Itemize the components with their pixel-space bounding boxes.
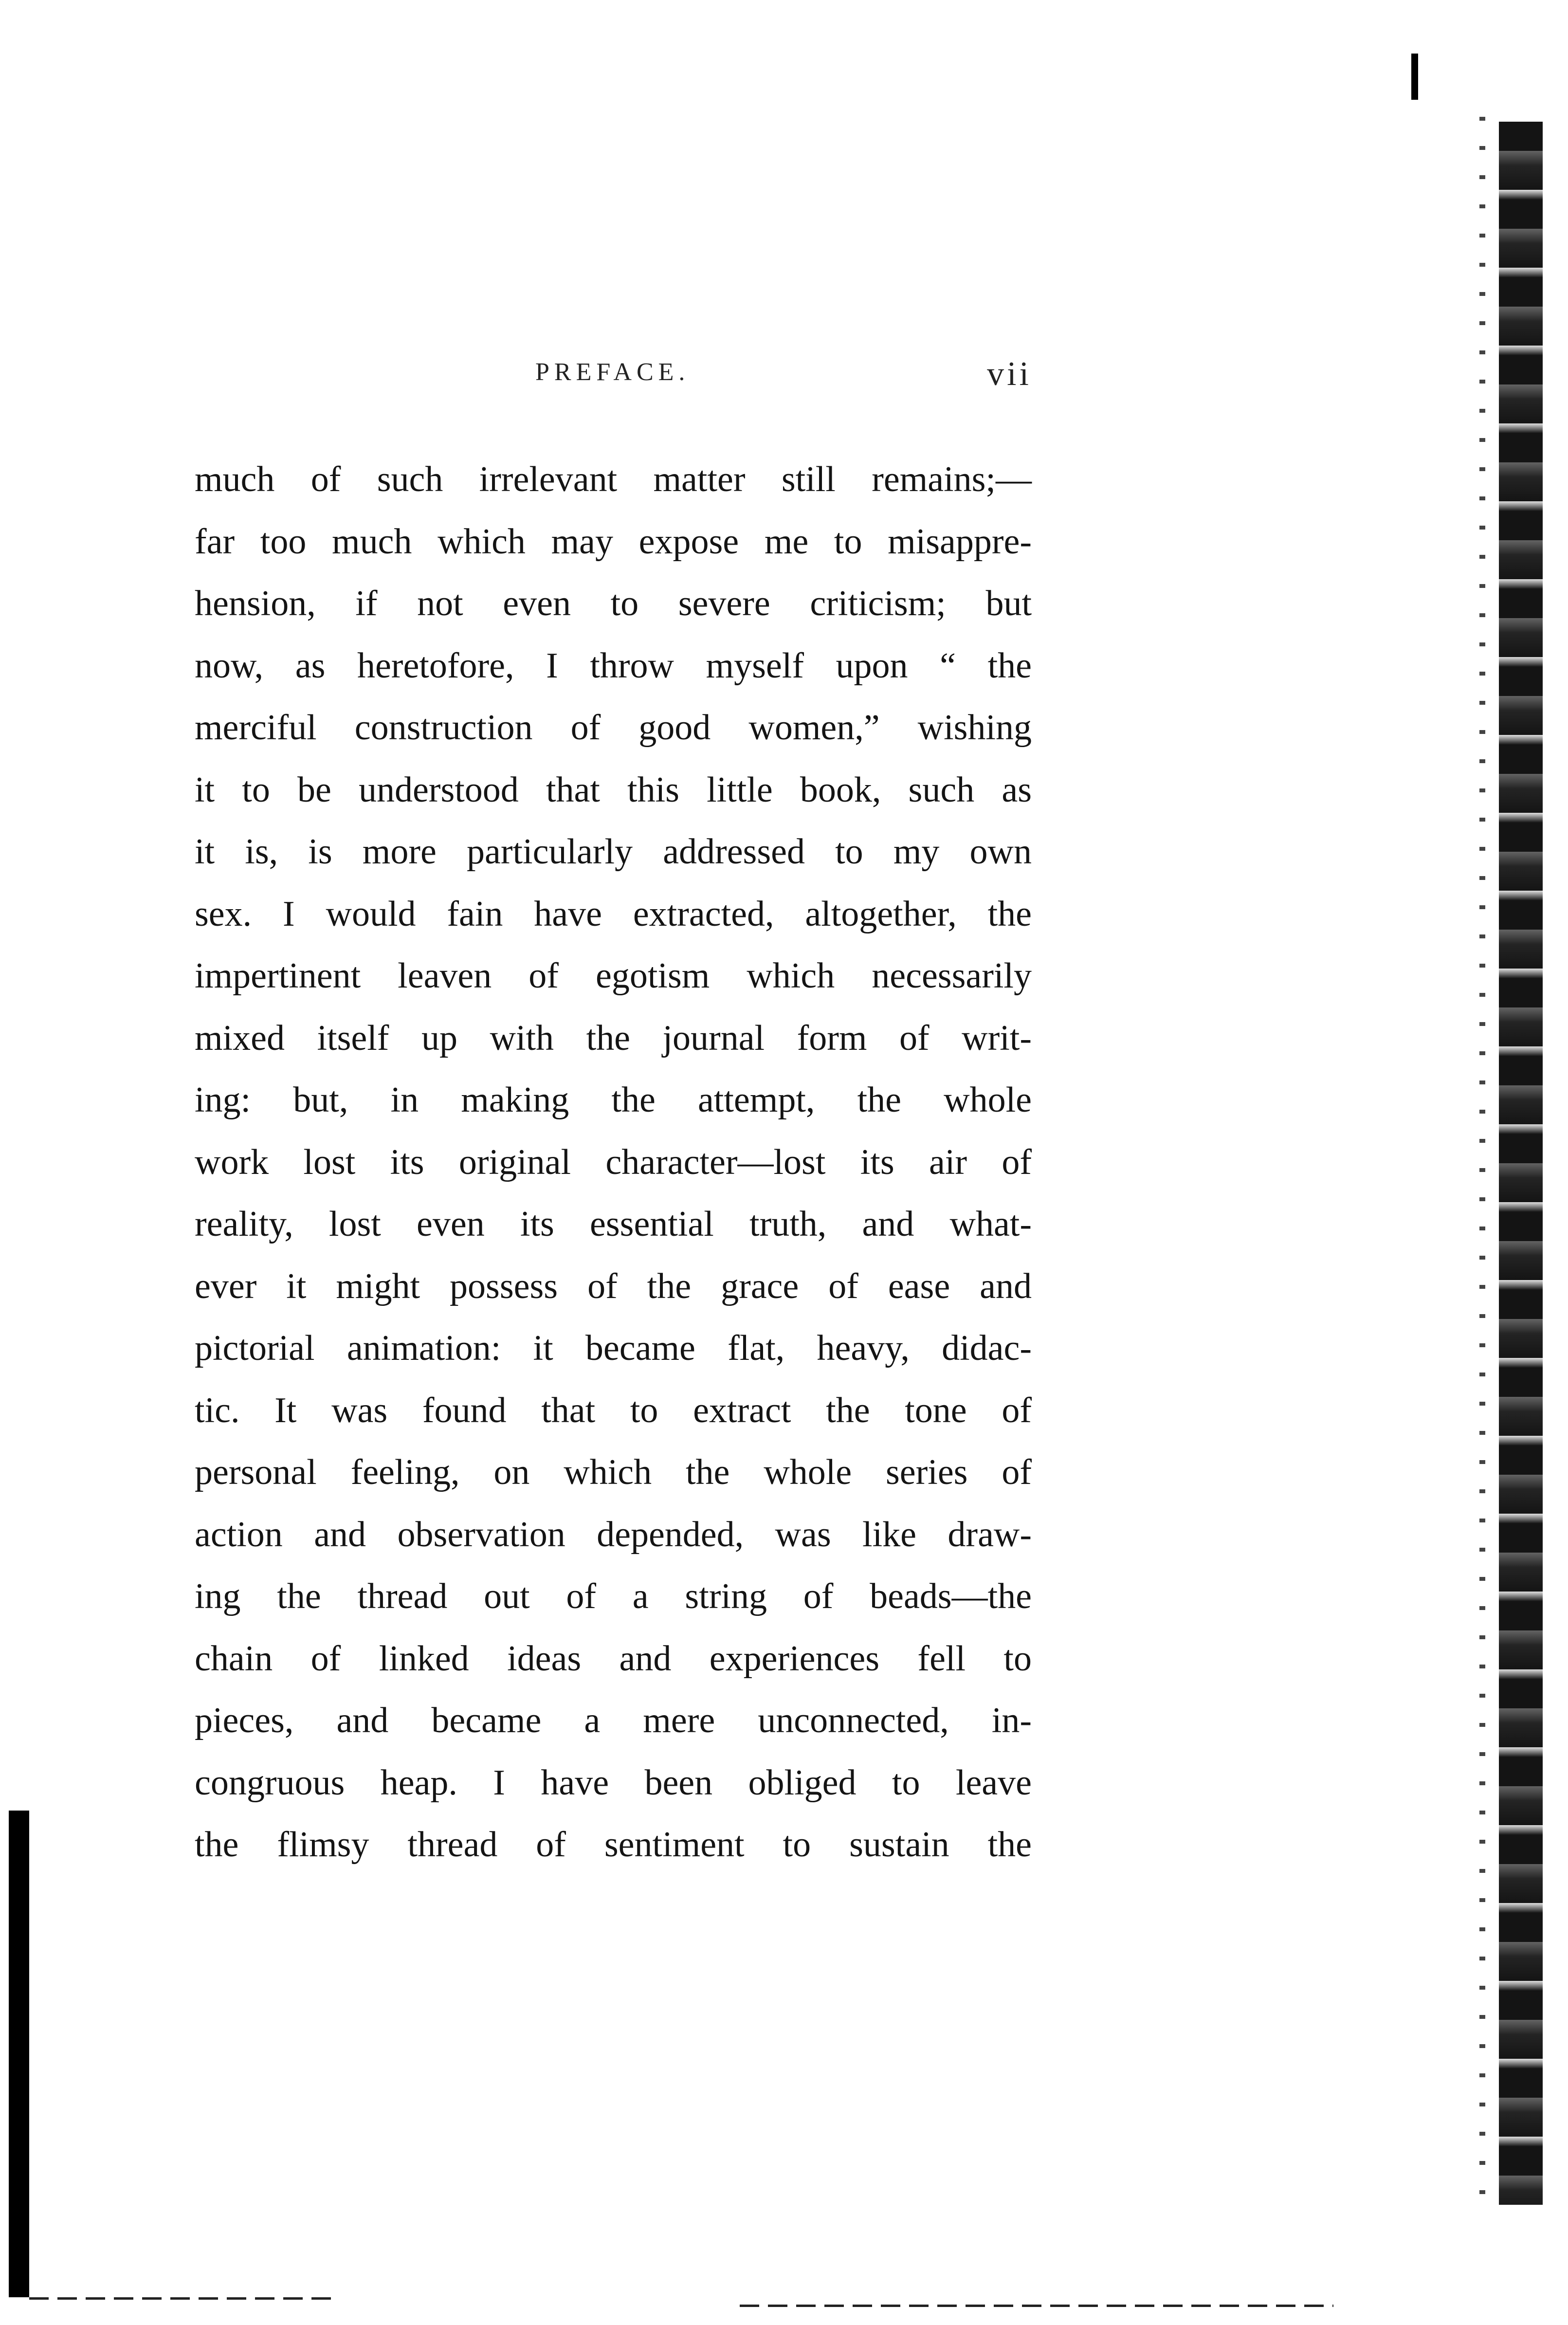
scan-edge-dots <box>1479 117 1485 2210</box>
running-header <box>195 355 1032 402</box>
text-line: personal feeling, on which the whole series of <box>195 1452 1032 1492</box>
text-line: ing: but, in making the attempt, the whole <box>195 1080 1032 1120</box>
text-line: far too much which may expose me to misappre- <box>195 521 1032 562</box>
text-line: ever it might possess of the grace of ease and <box>195 1266 1032 1306</box>
text-line: sex. I would fain have extracted, altogether, the <box>195 894 1032 934</box>
text-line: much of such irrelevant matter still remains;— <box>195 459 1032 499</box>
text-line: hension, if not even to severe criticism; but <box>195 584 1032 623</box>
text-line: pieces, and became a mere unconnected, in- <box>195 1701 1032 1740</box>
text-line: mixed itself up with the journal form of writ- <box>195 1018 1032 1058</box>
text-line: action and observation depended, was like draw- <box>195 1514 1032 1555</box>
text-line: it is, is more particularly addressed to my own <box>195 832 1032 872</box>
text-line: ing the thread out of a string of beads—the <box>195 1576 1032 1616</box>
text-line: it to be understood that this little book, such as <box>195 769 1032 810</box>
scan-mark-top <box>1411 54 1418 100</box>
text-line: now, as heretofore, I throw myself upon “ the <box>195 645 1032 686</box>
header-title: PREFACE. <box>535 358 690 386</box>
text-line: pictorial animation: it became flat, heavy, didac- <box>195 1328 1032 1368</box>
text-line: impertinent leaven of egotism which necessarily <box>195 956 1032 996</box>
text-line: merciful construction of good women,” wishing <box>195 708 1032 748</box>
text-line: tic. It was found that to extract the tone of <box>195 1390 1032 1430</box>
text-line: congruous heap. I have been obliged to leave <box>195 1762 1032 1803</box>
page-number: vii <box>987 355 1032 393</box>
text-line: the flimsy thread of sentiment to sustain the <box>195 1825 1032 1865</box>
text-line: work lost its original character—lost its air of <box>195 1142 1032 1182</box>
scan-page-edge-right <box>1499 122 1543 2205</box>
scan-bottom-line-right <box>740 2305 1333 2307</box>
body-text <box>195 449 1032 1876</box>
scan-bottom-line-left <box>29 2297 331 2300</box>
text-line: chain of linked ideas and experiences fell to <box>195 1638 1032 1679</box>
scan-bar-left <box>9 1811 29 2297</box>
text-line: reality, lost even its essential truth, and what- <box>195 1204 1032 1244</box>
